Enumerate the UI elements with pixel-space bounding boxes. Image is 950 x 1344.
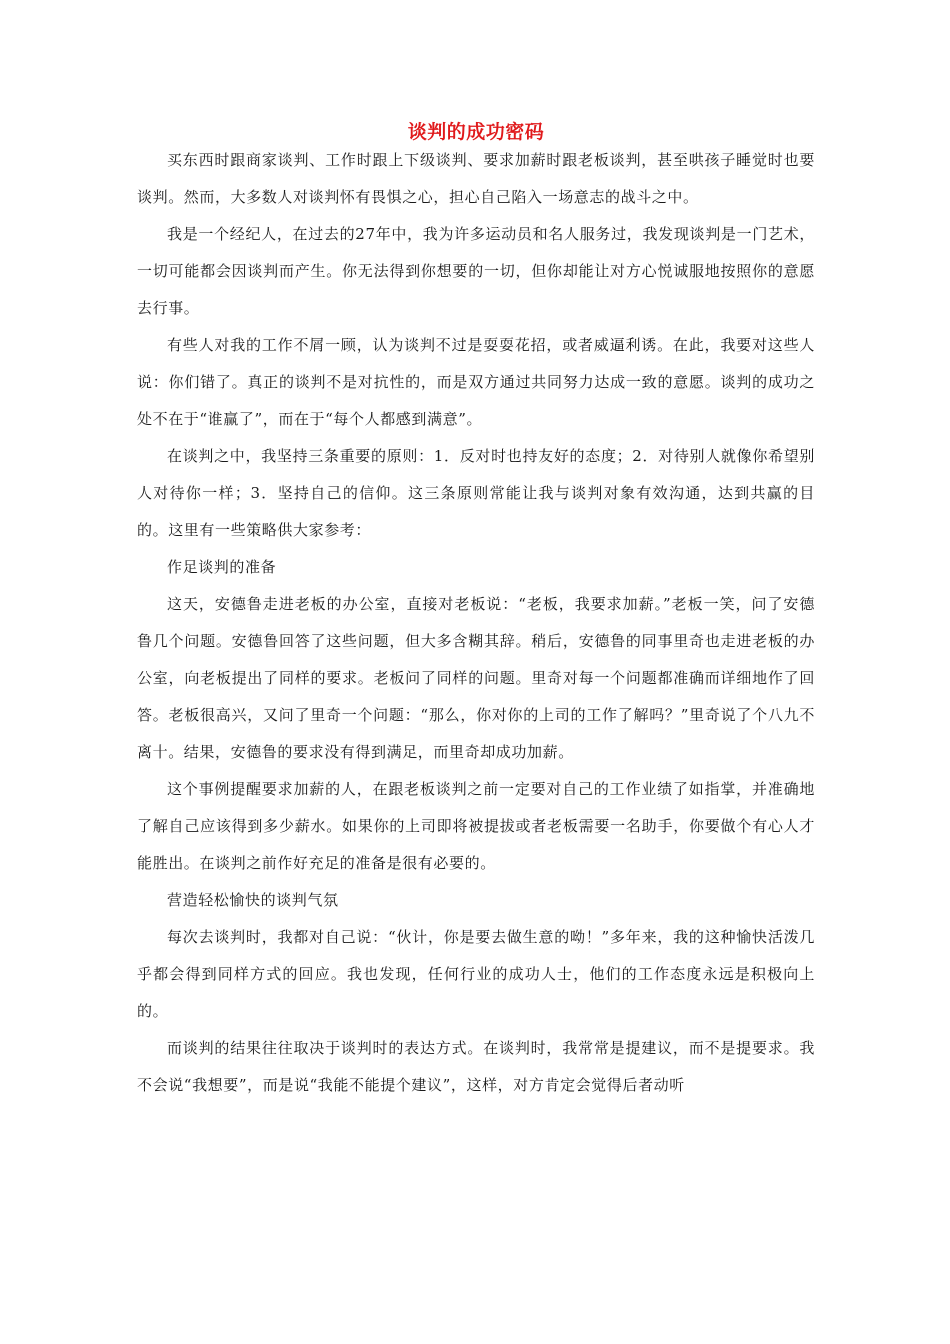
document-body — [137, 118, 815, 1104]
intro-paragraph-2: 我是一个经纪人，在过去的27年中，我为许多运动员和名人服务过，我发现谈判是一门艺术，一切可能都会因谈判而产生。你无法得到你想要的一切，但你却能让对方心悦诚服地按照你的意愿去行事。 — [137, 225, 815, 317]
section-heading-preparation: 作足谈判的准备 — [167, 558, 277, 576]
section2-paragraph-1: 每次去谈判时，我都对自己说：“伙计，你是要去做生意的呦！”多年来，我的这种愉快活泼几乎都会得到同样方式的回应。我也发现，任何行业的成功人士，他们的工作态度永远是积极向上的。 — [137, 928, 815, 1020]
section-heading-atmosphere: 营造轻松愉快的谈判气氛 — [167, 891, 339, 909]
intro-paragraph-4: 在谈判之中，我坚持三条重要的原则：1．反对时也持友好的态度；2．对待别人就像你希望别人对待你一样；3．坚持自己的信仰。这三条原则常能让我与谈判对象有效沟通，达到共赢的目的。这里有一些策略供大家参考： — [137, 447, 815, 539]
section1-paragraph-1: 这天，安德鲁走进老板的办公室，直接对老板说：“老板，我要求加薪。”老板一笑，问了安德鲁几个问题。安德鲁回答了这些问题，但大多含糊其辞。稍后，安德鲁的同事里奇也走进老板的办公室，向老板提出了同样的要求。老板问了同样的问题。里奇对每一个问题都准确而详细地作了回答。老板很高兴，又问了里奇一个问题：“那么，你对你的上司的工作了解吗？”里奇说了个八九不离十。结果，安德鲁的要求没有得到满足，而里奇却成功加薪。 — [137, 595, 815, 761]
document-title: 谈判的成功密码 — [407, 121, 545, 143]
section1-paragraph-2: 这个事例提醒要求加薪的人，在跟老板谈判之前一定要对自己的工作业绩了如指掌，并准确地了解自己应该得到多少薪水。如果你的上司即将被提拔或者老板需要一名助手，你要做个有心人才能胜出。在谈判之前作好充足的准备是很有必要的。 — [137, 780, 815, 872]
section2-paragraph-2: 而谈判的结果往往取决于谈判时的表达方式。在谈判时，我常常是提建议，而不是提要求。我不会说“我想要”，而是说“我能不能提个建议”，这样，对方肯定会觉得后者动听 — [137, 1039, 815, 1094]
intro-paragraph-1: 买东西时跟商家谈判、工作时跟上下级谈判、要求加薪时跟老板谈判，甚至哄孩子睡觉时也要谈判。然而，大多数人对谈判怀有畏惧之心，担心自己陷入一场意志的战斗之中。 — [137, 151, 815, 206]
intro-paragraph-3: 有些人对我的工作不屑一顾，认为谈判不过是耍耍花招，或者威逼利诱。在此，我要对这些人说：你们错了。真正的谈判不是对抗性的，而是双方通过共同努力达成一致的意愿。谈判的成功之处不在于“谁赢了”，而在于“每个人都感到满意”。 — [137, 336, 815, 428]
